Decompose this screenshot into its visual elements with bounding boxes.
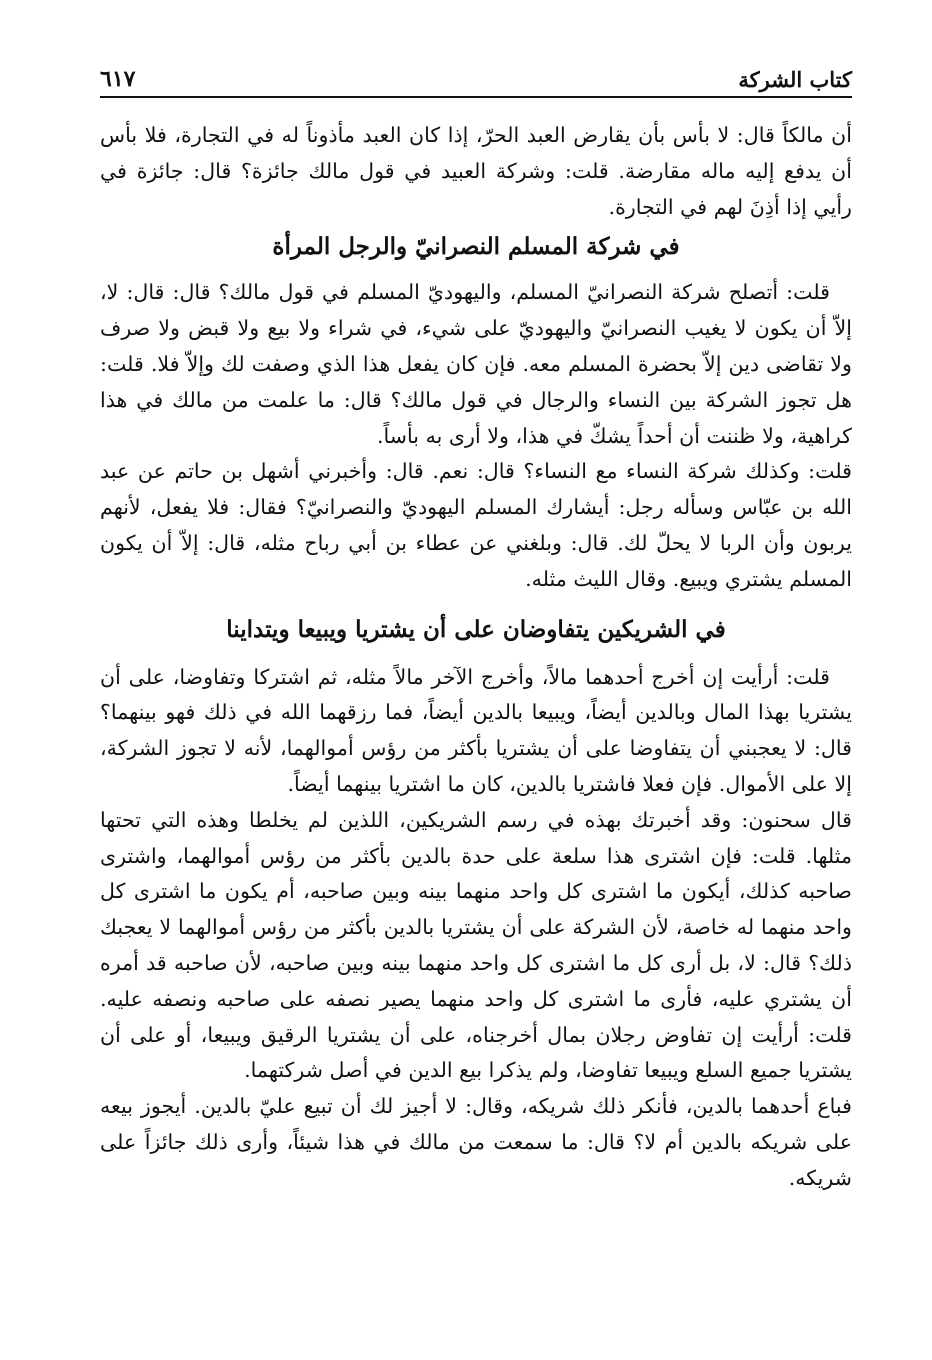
paragraph: قلت: أتصلح شركة النصرانيّ المسلم، واليهوديّ المسلم في قول مالك؟ قال: قال: لا، إلاّ أن يكون لا يغيب النصرانيّ واليهوديّ على شيء، في شراء ولا بيع ولا قبض ولا صرف ولا تقاضى دين إلاّ بحضرة المسلم معه. فإن كان يفعل هذا الذي وصفت لك وإلاّ فلا. قلت: هل تجوز الشركة بين النساء والرجال في قول مالك؟ قال: ما علمت من مالك في هذا كراهية، ولا ظننت أن أحداً يشكّ في هذا، ولا أرى به بأساً.: [100, 280, 852, 448]
paragraph: قلت: أرأيت إن أخرج أحدهما مالاً، وأخرج الآخر مالاً مثله، ثم اشتركا وتفاوضا، على أن يشتريا بهذا المال وبالدين أيضاً، ويبيعا بالدين أيضاً، فما رزقهما الله في ذلك فهو بينهما؟ قال: لا يعجبني أن يتفاوضا على أن يشتريا بأكثر من رؤس أموالهما، لأنه لا تجوز الشركة، إلا على الأموال. فإن فعلا فاشتريا بالدين، كان ما اشتريا بينهما أيضاً.: [100, 664, 852, 796]
paragraph: قال سحنون: وقد أخبرتك بهذه في رسم الشريكين، اللذين لم يخلطا وهذه التي تحتها مثلها. قلت: فإن اشترى هذا سلعة على حدة بالدين بأكثر من رؤس أموالهما، واشترى صاحبه كذلك، أيكون ما اشترى كل واحد منهما بينه وبين صاحبه، أم يكون ما اشترى كل واحد منهما له خاصة، لأن الشركة على أن يشتريا بالدين بأكثر من رؤس أموالهما لا يعجبك ذلك؟ قال: لا، بل أرى كل ما اشترى كل واحد منهما بينه وبين صاحبه، لأن صاحبه قد أمره أن يشتري عليه، فأرى ما اشترى كل واحد منهما يصير نصفه على صاحبه ونصفه عليه. قلت: أرأيت إن تفاوض رجلان بمال أخرجناه، على أن يشتريا الرقيق ويبيعا، أو على أن يشتريا جميع السلع ويبيعا تفاوضا، ولم يذكرا بيع الدين في أصل شركتهما.: [100, 807, 852, 1083]
page-number: ٦١٧: [100, 66, 136, 92]
paragraph: أن مالكاً قال: لا بأس بأن يقارض العبد الحرّ، إذا كان العبد مأذوناً له في التجارة، فلا بأس أن يدفع إليه ماله مقارضة. قلت: وشركة العبيد في قول مالك جائزة؟ قال: جائزة في رأيي إذا أذِنَ لهم في التجارة.: [100, 123, 852, 219]
section-heading: في شركة المسلم النصرانيّ والرجل المرأة: [272, 233, 680, 261]
page-body: [100, 118, 852, 1197]
page-header: [100, 60, 852, 98]
paragraph: قلت: وكذلك شركة النساء مع النساء؟ قال: نعم. قال: وأخبرني أشهل بن حاتم عن عبد الله بن عبّاس وسأله رجل: أيشارك المسلم اليهوديّ والنصرانيّ؟ فقال: فلا يفعل، لأنهم يربون وأن الربا لا يحلّ لك. قال: وبلغني عن عطاء بن أبي رباح مثله، قال: إلاّ أن يكون المسلم يشتري ويبيع. وقال الليث مثله.: [100, 459, 852, 591]
section-heading: في الشريكين يتفاوضان على أن يشتريا ويبيعا ويتداينا: [226, 615, 726, 643]
running-title: كتاب الشركة: [738, 67, 852, 92]
paragraph: فباع أحدهما بالدين، فأنكر ذلك شريكه، وقال: لا أجيز لك أن تبيع عليّ بالدين. أيجوز بيعه على شريكه بالدين أم لا؟ قال: ما سمعت من مالك في هذا شيئاً، وأرى ذلك جائزاً على شريكه.: [100, 1094, 852, 1190]
